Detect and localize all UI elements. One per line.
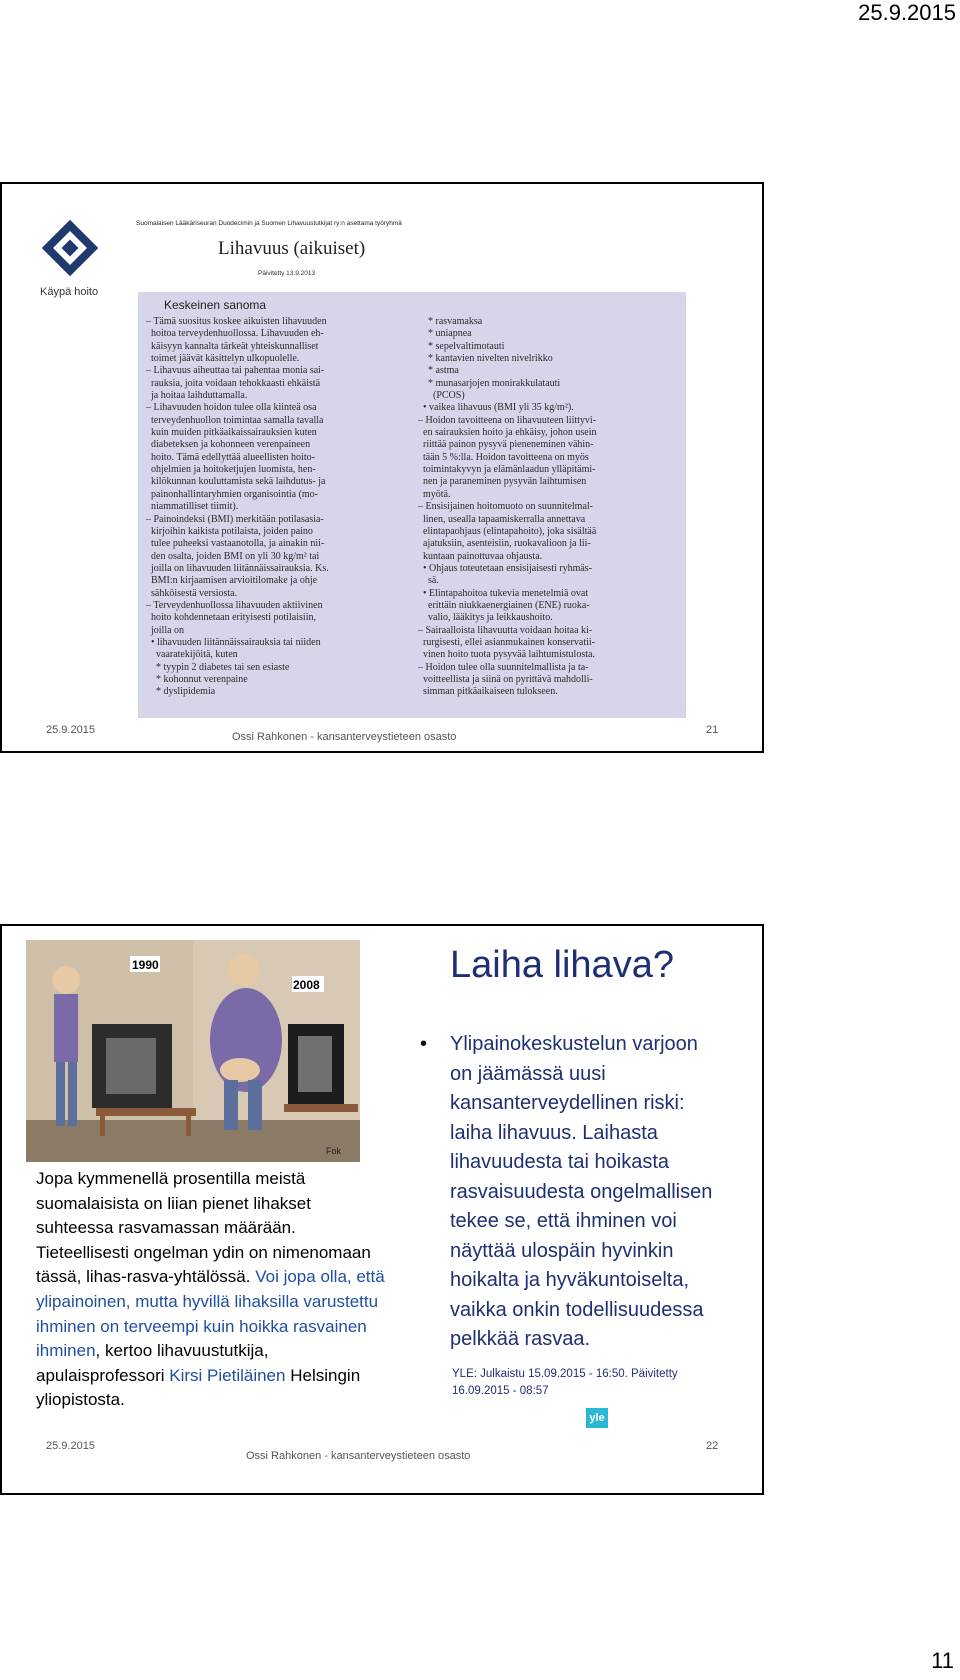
panel-line: simman pitkäaikaiseen tulokseen.	[418, 686, 558, 698]
panel-line: valio, lääkitys ja leikkaushoito.	[418, 612, 553, 624]
bullet-icon: •	[420, 1033, 428, 1055]
panel-line: (PCOS)	[418, 390, 465, 402]
panel-line: niammatilliset tiimit).	[146, 501, 239, 513]
header-date: 25.9.2015	[858, 0, 956, 25]
panel-line: riittää painon pysyvä pieneneminen vähin-	[418, 439, 594, 451]
keskeinen-sanoma-panel	[138, 292, 686, 718]
panel-line: – Hoidon tulee olla suunnitelmallista ja ta-	[418, 661, 589, 673]
panel-line: – Ensisijainen hoitomuoto on suunnitelmal-	[418, 501, 593, 513]
slide-footer-date: 25.9.2015	[46, 724, 95, 736]
panel-line: BMI:n kirjaamisen arvioitilomake ja ohje	[146, 575, 318, 587]
panel-line: vaaratekijöitä, kuten	[146, 649, 238, 661]
panel-line: hoito kohdennetaan erityisesti potilaisiin,	[146, 612, 316, 624]
panel-line: toimintakyvyn ja elämänlaadun ylläpitämi-	[418, 464, 596, 476]
panel-line: – Tämä suositus koskee aikuisten lihavuuden	[146, 316, 327, 327]
excerpt-name: Kirsi Pietiläinen	[169, 1365, 286, 1385]
panel-line: toimet jäävät käsittelyn ulkopuolelle.	[146, 353, 300, 365]
kaypa-hoito-image	[26, 204, 686, 718]
excerpt-quote: Voi jopa olla, että ylipainoinen, mutta hyvillä lihaksilla varustettu ihminen on terveempi kuin hoikka rasvainen ihminen	[36, 1267, 385, 1361]
panel-line: • Elintapahoitoa tukevia menetelmiä ovat	[418, 587, 589, 599]
excerpt-text-3: Helsingin yliopistosta.	[36, 1365, 361, 1410]
panel-line: kirjoihin kaikista potilaista, joiden paino	[146, 525, 313, 537]
article-excerpt	[36, 1167, 386, 1413]
panel-line: nen ja paraneminen pysyvän laihtumisen	[418, 476, 587, 488]
cartoon-illustration	[26, 940, 360, 1162]
panel-line: vinen hoito tuota pysyvää laihtumistulosta.	[418, 649, 595, 661]
panel-line: * kohonnut verenpaine	[146, 673, 248, 685]
panel-line: ajatuksiin, asenteisiin, ruokavalioon ja lii-	[418, 538, 591, 550]
panel-line: joilla on lihavuuden liitännäissairauksia. Ks.	[146, 562, 329, 574]
image-top-line: Suomalaisen Lääkäriseuran Duodecimin ja Suomen Lihavuustutkijat ry:n asettama työryhmä	[136, 220, 402, 227]
panel-line: • Ohjaus toteutetaan ensisijaisesti ryhmäs-	[418, 562, 593, 574]
panel-line: * rasvamaksa	[418, 316, 483, 327]
panel-heading: Keskeinen sanoma	[164, 298, 267, 312]
panel-line: linen, usealla tapaamiskerralla annettava	[418, 513, 586, 525]
panel-line: tulee puheeksi vastaanotolla, ja ainakin nii-	[146, 538, 325, 550]
panel-right-column	[418, 316, 596, 699]
yle-logo-icon: yle	[586, 1408, 608, 1428]
panel-line: sähköisestä versiosta.	[146, 587, 238, 599]
panel-line: – Lihavuus aiheuttaa tai pahentaa monia sai-	[146, 365, 325, 377]
panel-line: rauksia, joita voidaan tehokkaasti ehkäistä	[146, 377, 321, 389]
panel-line: * tyypin 2 diabetes tai sen esiaste	[146, 661, 290, 673]
panel-line: hoitoa terveydenhuollossa. Lihavuuden eh-	[146, 328, 324, 340]
slide-21	[0, 182, 764, 753]
panel-line: * sepelvaltimotauti	[418, 340, 505, 352]
bullet-item	[420, 1030, 720, 1355]
panel-line: diabeteksen ja kohonneen verenpaineen	[146, 439, 311, 451]
excerpt-text-1: Jopa kymmenellä prosentilla meistä suomalaisista on liian pienet lihakset suhteessa rasvamassan määrään. Tieteellisesti ongelman ydin on nimenomaan tässä, lihas-rasva-yhtälössä.	[36, 1169, 371, 1287]
slide-footer-date: 25.9.2015	[46, 1440, 95, 1452]
slide-footer-author: Ossi Rahkonen - kansanterveystieteen osasto	[232, 731, 457, 743]
image-title: Lihavuus (aikuiset)	[218, 238, 366, 259]
panel-left-column	[146, 316, 329, 699]
slide-footer-author: Ossi Rahkonen - kansanterveystieteen osasto	[246, 1450, 471, 1462]
logo-label: Käypä hoito	[40, 286, 99, 298]
panel-line: * munasarjojen monirakkulatauti	[418, 377, 561, 389]
panel-line: * dyslipidemia	[146, 686, 216, 698]
panel-line: sä.	[418, 575, 439, 587]
panel-line: – Terveydenhuollossa lihavuuden aktiivinen	[146, 599, 323, 611]
bullet-text: Ylipainokeskustelun varjoon on jäämässä uusi kansanterveydellinen riski: laiha lihavuus. Laihasta lihavuudesta tai hoikasta rasvaisuudesta ongelmallisen tekee se, että ihminen voi näyttää ulospäin hyvinkin hoikalta ja hyväkuntoiselta, vaikka onkin todellisuudessa pelkkää rasvaa.	[450, 1033, 713, 1350]
slide-footer-number: 22	[706, 1440, 719, 1452]
panel-line: – Painoindeksi (BMI) merkitään potilasasia-	[146, 513, 324, 525]
image-updated: Päivitetty 13.9.2013	[258, 270, 316, 277]
panel-line: voitteellista ja siinä on pyrittävä mahdolli-	[418, 673, 593, 685]
panel-line: * uniapnea	[418, 328, 472, 340]
panel-line: – Sairaalloista lihavuutta voidaan hoitaa ki-	[418, 624, 593, 636]
panel-line: kilökunnan kouluttamista sekä laihdutus- ja	[146, 476, 326, 488]
panel-line: käisyyn kannalta tärkeät yhteiskunnalliset	[146, 340, 319, 352]
panel-line: en sairauksien hoito ja ehkäisy, johon usein	[418, 427, 597, 439]
panel-line: erittäin niukkaenergiainen (ENE) ruoka-	[418, 599, 590, 611]
panel-line: • vaikea lihavuus (BMI yli 35 kg/m²).	[418, 402, 574, 414]
cartoon-year-2008: 2008	[293, 978, 320, 992]
panel-line: rurgisesti, ellei asianmukainen konservatii-	[418, 636, 595, 648]
panel-line: myötä.	[418, 488, 451, 500]
panel-line: kuntaan painottuvaa ohjausta.	[418, 550, 543, 562]
panel-line: painonhallintaryhmien organisointia (mo-	[146, 488, 319, 500]
panel-line: * astma	[418, 365, 459, 377]
panel-line: kuin muiden pitkäaikaissairauksien kuten	[146, 427, 317, 439]
source-citation: YLE: Julkaistu 15.09.2015 - 16:50. Päivitetty 16.09.2015 - 08:57	[452, 1368, 678, 1397]
panel-line: ohjelmien ja hoitoketjujen luomista, hen-	[146, 464, 316, 476]
excerpt-text-2: , kertoo lihavuustutkija, apulaisprofessori	[36, 1341, 269, 1385]
kaypa-hoito-logo	[26, 214, 130, 302]
panel-line: hoito. Tämä edellyttää alueellisten hoito-	[146, 451, 315, 463]
slide-title: Laiha lihava?	[450, 944, 674, 986]
panel-line: – Hoidon tavoitteena on lihavuuteen liittyvi-	[418, 414, 597, 426]
panel-line: – Lihavuuden hoidon tulee olla kiinteä osa	[146, 402, 317, 414]
cartoon-signature: Fok	[326, 1146, 342, 1156]
cartoon-image	[26, 940, 360, 1162]
panel-line: den osalta, joiden BMI on yli 30 kg/m² tai	[146, 550, 320, 562]
panel-line: elintapaohjaus (elintapahoito), joka sisältää	[418, 525, 597, 537]
panel-line: ja hoitaa laihduttamalla.	[146, 390, 248, 402]
panel-line: tään 5 %:lla. Hoidon tavoitteena on myös	[418, 451, 589, 463]
slide-22	[0, 924, 764, 1495]
panel-line: terveydenhuollon toimintaa samalla tavalla	[146, 414, 324, 426]
cartoon-year-1990: 1990	[132, 958, 159, 972]
panel-line: joilla on	[146, 624, 185, 636]
slide-footer-number: 21	[706, 724, 719, 736]
page-number: 11	[931, 1648, 954, 1673]
panel-line: • lihavuuden liitännäissairauksia tai niiden	[146, 636, 321, 648]
panel-line: * kantavien nivelten nivelrikko	[418, 353, 553, 365]
